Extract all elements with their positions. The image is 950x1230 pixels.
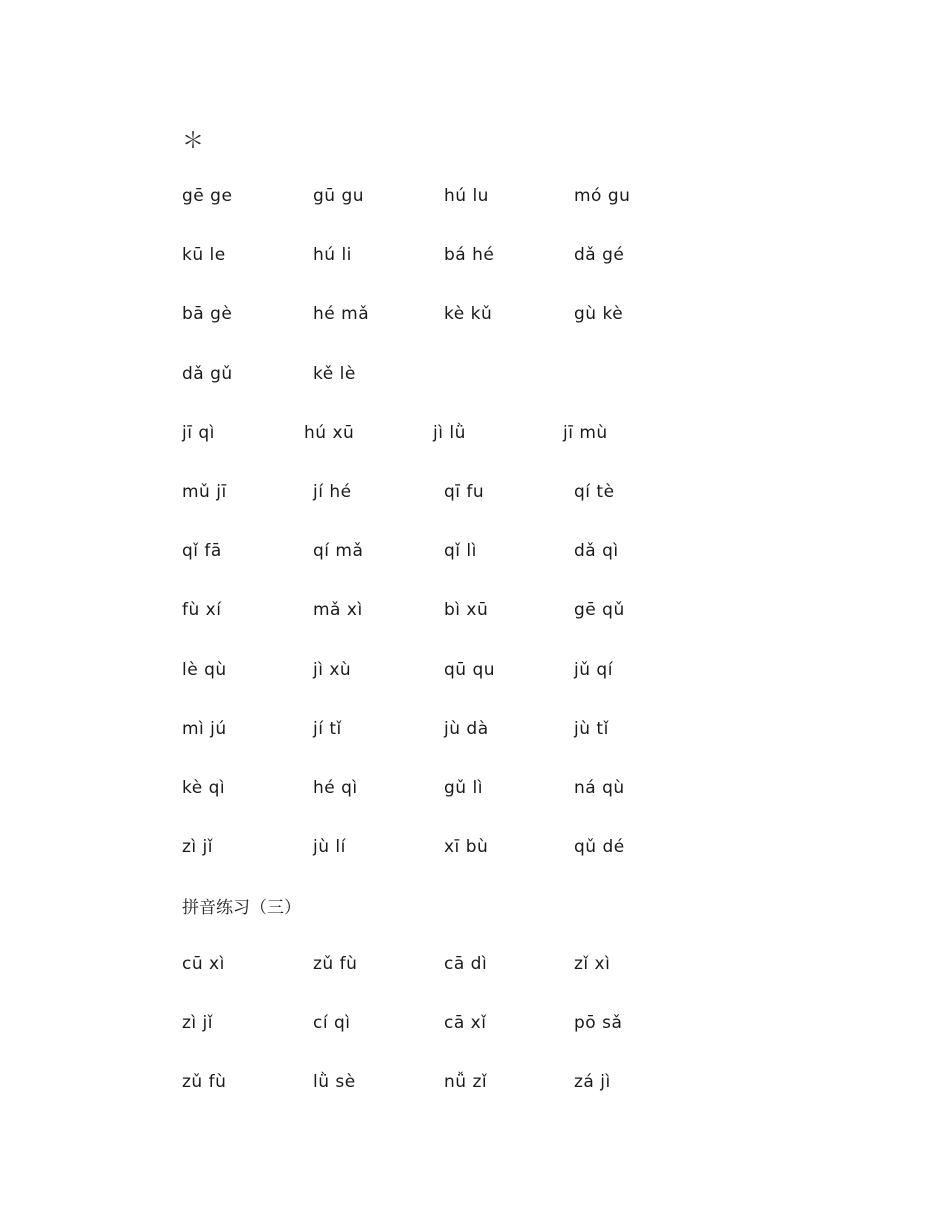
pinyin-word: qī fu — [444, 482, 485, 502]
pinyin-word: mǔ jī — [182, 482, 227, 502]
pinyin-word: jī mù — [563, 423, 608, 443]
pinyin-word: qǐ lì — [444, 541, 477, 561]
pinyin-word: gē qǔ — [574, 600, 625, 620]
pinyin-word: gǔ lì — [444, 778, 483, 798]
pinyin-word: lè qù — [182, 660, 227, 680]
pinyin-row — [0, 185, 950, 215]
pinyin-word: jǔ qí — [574, 660, 613, 680]
pinyin-word: dǎ gǔ — [182, 364, 233, 384]
pinyin-word: gū gu — [313, 186, 365, 206]
pinyin-word: cū xì — [182, 954, 225, 974]
pinyin-word: zǔ fù — [313, 954, 358, 974]
pinyin-word: pō sǎ — [574, 1013, 623, 1033]
pinyin-word: hú li — [313, 245, 352, 265]
pinyin-word: hú lu — [444, 186, 489, 206]
pinyin-word: bā gè — [182, 304, 233, 324]
pinyin-word: jù lí — [313, 837, 346, 857]
pinyin-word: hé mǎ — [313, 304, 370, 324]
pinyin-word: jì lǜ — [433, 423, 466, 443]
pinyin-word: qū qu — [444, 660, 496, 680]
pinyin-row — [0, 363, 950, 393]
pinyin-word: zǔ fù — [182, 1072, 227, 1092]
pinyin-word: zì jǐ — [182, 837, 213, 857]
pinyin-row — [0, 422, 950, 452]
pinyin-row — [0, 836, 950, 866]
pinyin-row — [0, 718, 950, 748]
pinyin-word: kè kǔ — [444, 304, 493, 324]
pinyin-row — [0, 659, 950, 689]
pinyin-word: gē ge — [182, 186, 233, 206]
pinyin-word: hé qì — [313, 778, 358, 798]
pinyin-word: zá jì — [574, 1072, 611, 1092]
pinyin-row — [0, 481, 950, 511]
pinyin-row — [0, 599, 950, 629]
pinyin-word: jí tǐ — [313, 719, 342, 739]
pinyin-word: qǔ dé — [574, 837, 625, 857]
pinyin-word: mó gu — [574, 186, 631, 206]
pinyin-word: cā xǐ — [444, 1013, 487, 1033]
pinyin-word: jì xù — [313, 660, 352, 680]
pinyin-word: kū le — [182, 245, 226, 265]
pinyin-row — [0, 953, 950, 983]
pinyin-word: xī bù — [444, 837, 489, 857]
pinyin-row — [0, 303, 950, 333]
pinyin-word: jí hé — [313, 482, 352, 502]
pinyin-word: fù xí — [182, 600, 222, 620]
pinyin-word: zǐ xì — [574, 954, 611, 974]
section-title: 拼音练习（三） — [182, 898, 301, 918]
pinyin-row — [0, 244, 950, 274]
pinyin-word: nǚ zǐ — [444, 1072, 488, 1092]
pinyin-word: kè qì — [182, 778, 226, 798]
pinyin-word: qí tè — [574, 482, 615, 502]
pinyin-row — [0, 777, 950, 807]
pinyin-word: qí mǎ — [313, 541, 364, 561]
pinyin-row — [0, 1012, 950, 1042]
pinyin-word: cí qì — [313, 1013, 351, 1033]
pinyin-word: dǎ qì — [574, 541, 619, 561]
pinyin-word: kě lè — [313, 364, 356, 384]
pinyin-word: dǎ gé — [574, 245, 625, 265]
pinyin-word: mì jú — [182, 719, 227, 739]
pinyin-word: qǐ fā — [182, 541, 222, 561]
pinyin-row — [0, 540, 950, 570]
pinyin-word: mǎ xì — [313, 600, 363, 620]
pinyin-word: jù dà — [444, 719, 489, 739]
pinyin-word: jù tǐ — [574, 719, 609, 739]
pinyin-word: lǜ sè — [313, 1072, 356, 1092]
pinyin-word: hú xū — [304, 423, 355, 443]
pinyin-word: cā dì — [444, 954, 488, 974]
pinyin-row — [0, 1071, 950, 1101]
pinyin-word: bì xū — [444, 600, 489, 620]
pinyin-word: zì jǐ — [182, 1013, 213, 1033]
pinyin-word: jī qì — [182, 423, 215, 443]
pinyin-word: ná qù — [574, 778, 625, 798]
pinyin-word: gù kè — [574, 304, 624, 324]
asterisk-marker: ＊ — [182, 129, 205, 154]
pinyin-word: bá hé — [444, 245, 495, 265]
